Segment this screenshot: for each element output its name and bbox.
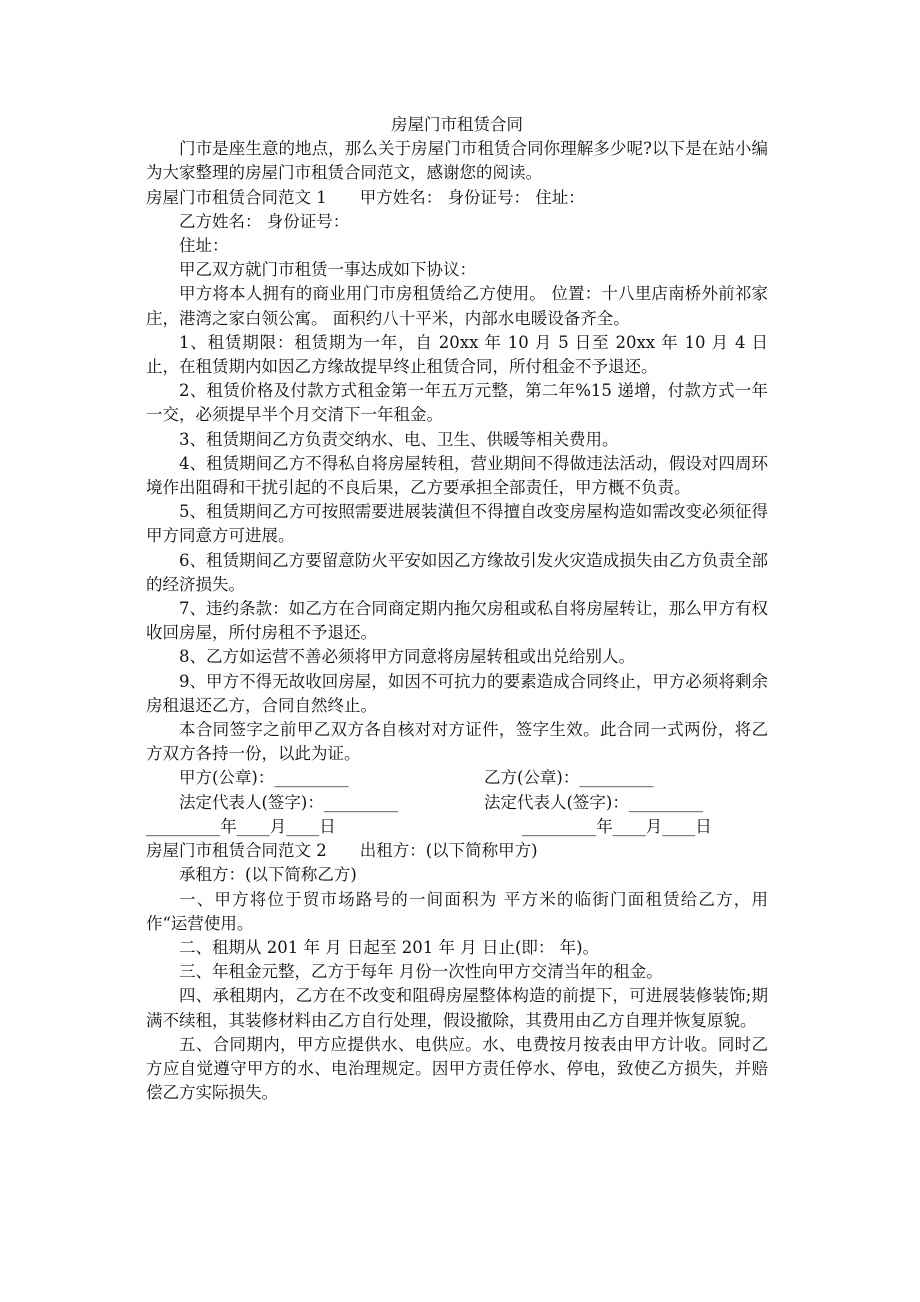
party-b-representative: 法定代表人(签字)：_________ bbox=[484, 792, 704, 812]
contract-document bbox=[146, 113, 768, 1105]
lessee-line: 承租方：(以下简称乙方) bbox=[179, 865, 357, 885]
party-b-date: _________年____月____日 bbox=[522, 816, 712, 836]
section-5: 五、合同期内，甲方应提供水、电供应。水、电费按月按表由甲方计收。同时乙方应自觉遵守甲方的水、电治理规定。因甲方责任停水、停电，致使乙方损失，并赔偿乙方实际损失。 bbox=[146, 1034, 768, 1103]
party-a-representative: 法定代表人(签字)：_________ bbox=[179, 792, 399, 812]
section-4: 四、承租期内，乙方在不改变和阻碍房屋整体构造的前提下，可进展装修装饰;期满不续租，其装修材料由乙方自行处理，假设撤除，其费用由乙方自理并恢复原貌。 bbox=[146, 986, 768, 1030]
section-2: 二、租期从 201 年 月 日起至 201 年 月 日止(即： 年)。 bbox=[179, 937, 600, 957]
intro-paragraph: 门市是座生意的地点，那么关于房屋门市租赁合同你理解多少呢?以下是在站小编为大家整理的房屋门市租赁合同范文，感谢您的阅读。 bbox=[146, 139, 768, 183]
sample1-heading: 房屋门市租赁合同范文 1 甲方姓名： 身份证号： 住址： bbox=[146, 187, 585, 207]
document-title: 房屋门市租赁合同 bbox=[391, 115, 523, 134]
clause-3: 3、租赁期间乙方负责交纳水、电、卫生、供暖等相关费用。 bbox=[179, 429, 619, 449]
clause-5: 5、租赁期间乙方可按照需要进展装潢但不得擅自改变房屋构造如需改变必须征得甲方同意方可进展。 bbox=[146, 502, 768, 546]
clause-9: 9、甲方不得无故收回房屋，如因不可抗力的要素造成合同终止，甲方必须将剩余房租退还乙方，合同自然终止。 bbox=[146, 671, 768, 715]
section-1: 一、甲方将位于贸市场路号的一间面积为 平方米的临街门面租赁给乙方，用作“运营使用。 bbox=[146, 889, 768, 933]
clause-7: 7、违约条款：如乙方在合同商定期内拖欠房租或私自将房屋转让，那么甲方有权收回房屋，所付房租不予退还。 bbox=[146, 599, 768, 643]
agreement-line: 甲乙双方就门市租赁一事达成如下协议： bbox=[179, 260, 476, 280]
address-line: 住址： bbox=[179, 236, 229, 256]
location-paragraph: 甲方将本人拥有的商业用门市房租赁给乙方使用。 位置：十八里店南桥外前祁家庄，港湾之家白领公寓。 面积约八十平米，内部水电暖设备齐全。 bbox=[146, 284, 768, 328]
sample2-heading: 房屋门市租赁合同范文 2 出租方：(以下简称甲方) bbox=[146, 841, 538, 861]
clause-6: 6、租赁期间乙方要留意防火平安如因乙方缘故引发火灾造成损失由乙方负责全部的经济损失。 bbox=[146, 550, 768, 594]
representative-row bbox=[146, 791, 768, 815]
party-a-seal: 甲方(公章)：_________ bbox=[179, 768, 349, 788]
clause-8: 8、乙方如运营不善必须将甲方同意将房屋转租或出兑给别人。 bbox=[179, 647, 635, 667]
party-b-seal: 乙方(公章)：_________ bbox=[484, 768, 654, 788]
effect-paragraph: 本合同签字之前甲乙双方各自核对对方证件，签字生效。此合同一式两份，将乙方双方各持一份，以此为证。 bbox=[146, 720, 768, 764]
date-row bbox=[146, 815, 768, 839]
section-3: 三、年租金元整，乙方于每年 月份一次性向甲方交清当年的租金。 bbox=[179, 962, 663, 982]
party-b-line: 乙方姓名： 身份证号： bbox=[179, 211, 350, 231]
clause-4: 4、租赁期间乙方不得私自将房屋转租，营业期间不得做违法活动，假设对四周环境作出阻碍和干扰引起的不良后果，乙方要承担全部责任，甲方概不负责。 bbox=[146, 453, 768, 498]
seal-row bbox=[146, 766, 768, 790]
clause-1: 1、租赁期限：租赁期为一年，自 20xx 年 10 月 5 日至 20xx 年 10 月 4 日止，在租赁期内如因乙方缘故提早终止租赁合同，所付租金不予退还。 bbox=[146, 332, 768, 377]
clause-2: 2、租赁价格及付款方式租金第一年五万元整，第二年%15 递增，付款方式一年一交，必须提早半个月交清下一年租金。 bbox=[146, 381, 768, 425]
party-a-date: _________年____月____日 bbox=[146, 816, 336, 836]
